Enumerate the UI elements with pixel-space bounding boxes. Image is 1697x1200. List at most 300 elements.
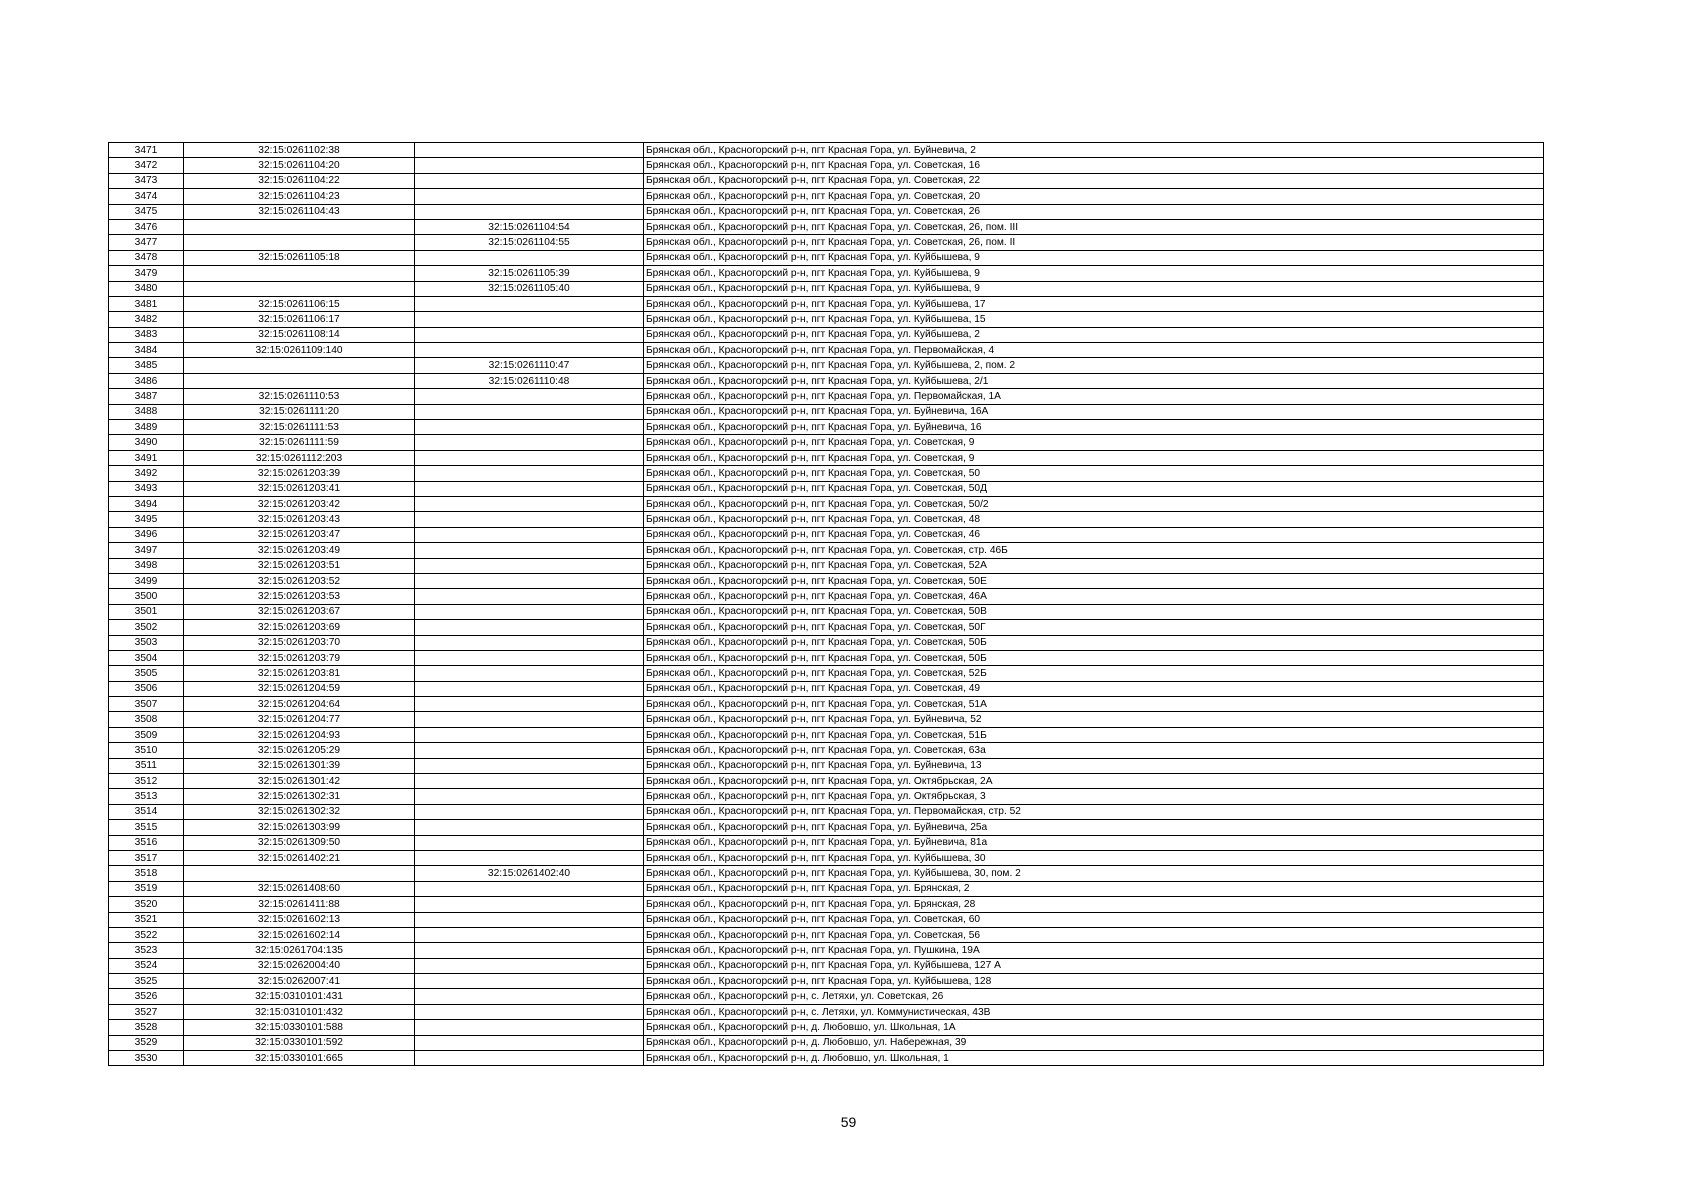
address-cell: Брянская обл., Красногорский р-н, пгт Красная Гора, ул. Советская, 50/2 <box>644 496 1544 511</box>
cadastral-number-cell: 32:15:0261111:53 <box>184 420 415 435</box>
row-number-cell: 3523 <box>109 943 184 958</box>
address-cell: Брянская обл., Красногорский р-н, пгт Красная Гора, ул. Советская, 60 <box>644 912 1544 927</box>
cadastral-number-cell: 32:15:0330101:665 <box>184 1051 415 1066</box>
table-row <box>109 604 1544 619</box>
row-number-cell: 3490 <box>109 435 184 450</box>
related-cadastral-number-cell <box>415 589 644 604</box>
cadastral-number-cell: 32:15:0261704:135 <box>184 943 415 958</box>
cadastral-number-cell <box>184 235 415 250</box>
address-cell: Брянская обл., Красногорский р-н, пгт Красная Гора, ул. Советская, 50 <box>644 466 1544 481</box>
cadastral-number-cell: 32:15:0262007:41 <box>184 974 415 989</box>
page-number: 59 <box>840 1114 857 1130</box>
address-cell: Брянская обл., Красногорский р-н, пгт Красная Гора, ул. Советская, 50Б <box>644 635 1544 650</box>
address-cell: Брянская обл., Красногорский р-н, пгт Красная Гора, ул. Куйбышева, 2 <box>644 327 1544 342</box>
row-number-cell: 3494 <box>109 496 184 511</box>
address-cell: Брянская обл., Красногорский р-н, пгт Красная Гора, ул. Буйневича, 2 <box>644 143 1544 158</box>
address-cell: Брянская обл., Красногорский р-н, пгт Красная Гора, ул. Советская, стр. 46Б <box>644 543 1544 558</box>
table-row <box>109 466 1544 481</box>
related-cadastral-number-cell <box>415 404 644 419</box>
cadastral-number-cell: 32:15:0261203:52 <box>184 573 415 588</box>
table-row <box>109 774 1544 789</box>
related-cadastral-number-cell: 32:15:0261105:39 <box>415 266 644 281</box>
row-number-cell: 3493 <box>109 481 184 496</box>
table-row <box>109 650 1544 665</box>
address-cell: Брянская обл., Красногорский р-н, пгт Красная Гора, ул. Советская, 50Е <box>644 573 1544 588</box>
table-row <box>109 327 1544 342</box>
table-row <box>109 204 1544 219</box>
related-cadastral-number-cell <box>415 189 644 204</box>
row-number-cell: 3500 <box>109 589 184 604</box>
table-row <box>109 543 1544 558</box>
related-cadastral-number-cell <box>415 1051 644 1066</box>
table-row <box>109 296 1544 311</box>
address-cell: Брянская обл., Красногорский р-н, пгт Красная Гора, ул. Первомайская, 1А <box>644 389 1544 404</box>
row-number-cell: 3498 <box>109 558 184 573</box>
cadastral-number-cell: 32:15:0330101:592 <box>184 1035 415 1050</box>
row-number-cell: 3520 <box>109 897 184 912</box>
table-row <box>109 897 1544 912</box>
related-cadastral-number-cell <box>415 697 644 712</box>
table-row <box>109 312 1544 327</box>
row-number-cell: 3519 <box>109 881 184 896</box>
cadastral-number-cell: 32:15:0261104:22 <box>184 173 415 188</box>
row-number-cell: 3501 <box>109 604 184 619</box>
related-cadastral-number-cell <box>415 927 644 942</box>
row-number-cell: 3506 <box>109 681 184 696</box>
row-number-cell: 3487 <box>109 389 184 404</box>
address-cell: Брянская обл., Красногорский р-н, д. Любовшо, ул. Школьная, 1 <box>644 1051 1544 1066</box>
row-number-cell: 3478 <box>109 250 184 265</box>
related-cadastral-number-cell <box>415 758 644 773</box>
table-row <box>109 697 1544 712</box>
cadastral-number-cell: 32:15:0261203:43 <box>184 512 415 527</box>
cadastral-number-cell: 32:15:0261204:93 <box>184 727 415 742</box>
address-cell: Брянская обл., Красногорский р-н, пгт Красная Гора, ул. Советская, 20 <box>644 189 1544 204</box>
related-cadastral-number-cell: 32:15:0261104:55 <box>415 235 644 250</box>
address-cell: Брянская обл., Красногорский р-н, пгт Красная Гора, ул. Советская, 48 <box>644 512 1544 527</box>
address-cell: Брянская обл., Красногорский р-н, пгт Красная Гора, ул. Советская, 16 <box>644 158 1544 173</box>
row-number-cell: 3499 <box>109 573 184 588</box>
cadastral-number-cell: 32:15:0261411:88 <box>184 897 415 912</box>
related-cadastral-number-cell <box>415 789 644 804</box>
table-row <box>109 158 1544 173</box>
table-row <box>109 881 1544 896</box>
table-row <box>109 189 1544 204</box>
row-number-cell: 3525 <box>109 974 184 989</box>
address-cell: Брянская обл., Красногорский р-н, пгт Красная Гора, ул. Брянская, 28 <box>644 897 1544 912</box>
row-number-cell: 3503 <box>109 635 184 650</box>
related-cadastral-number-cell <box>415 558 644 573</box>
row-number-cell: 3513 <box>109 789 184 804</box>
address-cell: Брянская обл., Красногорский р-н, пгт Красная Гора, ул. Куйбышева, 9 <box>644 266 1544 281</box>
related-cadastral-number-cell <box>415 527 644 542</box>
related-cadastral-number-cell <box>415 435 644 450</box>
cadastral-number-cell: 32:15:0261204:64 <box>184 697 415 712</box>
cadastral-number-cell: 32:15:0262004:40 <box>184 958 415 973</box>
table-row <box>109 620 1544 635</box>
table-row <box>109 1020 1544 1035</box>
related-cadastral-number-cell <box>415 296 644 311</box>
related-cadastral-number-cell: 32:15:0261402:40 <box>415 866 644 881</box>
row-number-cell: 3485 <box>109 358 184 373</box>
address-cell: Брянская обл., Красногорский р-н, пгт Красная Гора, ул. Советская, 46 <box>644 527 1544 542</box>
cadastral-number-cell: 32:15:0261303:99 <box>184 820 415 835</box>
cadastral-number-cell: 32:15:0261203:70 <box>184 635 415 650</box>
cadastral-number-cell: 32:15:0330101:588 <box>184 1020 415 1035</box>
address-cell: Брянская обл., Красногорский р-н, пгт Красная Гора, ул. Буйневича, 81а <box>644 835 1544 850</box>
table-row <box>109 927 1544 942</box>
row-number-cell: 3486 <box>109 373 184 388</box>
address-cell: Брянская обл., Красногорский р-н, пгт Красная Гора, ул. Первомайская, стр. 52 <box>644 804 1544 819</box>
table-row <box>109 989 1544 1004</box>
related-cadastral-number-cell <box>415 666 644 681</box>
related-cadastral-number-cell <box>415 943 644 958</box>
row-number-cell: 3483 <box>109 327 184 342</box>
table-row <box>109 1004 1544 1019</box>
address-cell: Брянская обл., Красногорский р-н, пгт Красная Гора, ул. Куйбышева, 2, пом. 2 <box>644 358 1544 373</box>
address-cell: Брянская обл., Красногорский р-н, с. Летяхи, ул. Коммунистическая, 43В <box>644 1004 1544 1019</box>
row-number-cell: 3480 <box>109 281 184 296</box>
related-cadastral-number-cell: 32:15:0261105:40 <box>415 281 644 296</box>
address-cell: Брянская обл., Красногорский р-н, пгт Красная Гора, ул. Куйбышева, 15 <box>644 312 1544 327</box>
cadastral-number-cell: 32:15:0261102:38 <box>184 143 415 158</box>
related-cadastral-number-cell <box>415 512 644 527</box>
related-cadastral-number-cell <box>415 1035 644 1050</box>
address-cell: Брянская обл., Красногорский р-н, пгт Красная Гора, ул. Советская, 9 <box>644 435 1544 450</box>
related-cadastral-number-cell <box>415 850 644 865</box>
related-cadastral-number-cell <box>415 466 644 481</box>
row-number-cell: 3530 <box>109 1051 184 1066</box>
related-cadastral-number-cell <box>415 1004 644 1019</box>
cadastral-number-cell: 32:15:0261309:50 <box>184 835 415 850</box>
row-number-cell: 3508 <box>109 712 184 727</box>
related-cadastral-number-cell <box>415 173 644 188</box>
address-cell: Брянская обл., Красногорский р-н, пгт Красная Гора, ул. Советская, 56 <box>644 927 1544 942</box>
row-number-cell: 3474 <box>109 189 184 204</box>
row-number-cell: 3511 <box>109 758 184 773</box>
table-row <box>109 681 1544 696</box>
related-cadastral-number-cell <box>415 312 644 327</box>
related-cadastral-number-cell <box>415 897 644 912</box>
related-cadastral-number-cell: 32:15:0261110:47 <box>415 358 644 373</box>
related-cadastral-number-cell <box>415 420 644 435</box>
related-cadastral-number-cell <box>415 974 644 989</box>
address-cell: Брянская обл., Красногорский р-н, пгт Красная Гора, ул. Куйбышева, 9 <box>644 281 1544 296</box>
cadastral-number-cell <box>184 219 415 234</box>
table-row <box>109 850 1544 865</box>
related-cadastral-number-cell <box>415 650 644 665</box>
row-number-cell: 3488 <box>109 404 184 419</box>
cadastral-number-cell: 32:15:0261104:23 <box>184 189 415 204</box>
related-cadastral-number-cell <box>415 681 644 696</box>
cadastral-number-cell: 32:15:0261112:203 <box>184 450 415 465</box>
cadastral-number-cell: 32:15:0261402:21 <box>184 850 415 865</box>
cadastral-number-cell: 32:15:0261203:51 <box>184 558 415 573</box>
cadastral-number-cell: 32:15:0261104:43 <box>184 204 415 219</box>
address-cell: Брянская обл., Красногорский р-н, пгт Красная Гора, ул. Советская, 51А <box>644 697 1544 712</box>
cadastral-number-cell: 32:15:0261108:14 <box>184 327 415 342</box>
table-row <box>109 481 1544 496</box>
row-number-cell: 3522 <box>109 927 184 942</box>
row-number-cell: 3491 <box>109 450 184 465</box>
row-number-cell: 3517 <box>109 850 184 865</box>
row-number-cell: 3496 <box>109 527 184 542</box>
address-cell: Брянская обл., Красногорский р-н, пгт Красная Гора, ул. Советская, 51Б <box>644 727 1544 742</box>
cadastral-number-cell: 32:15:0261203:47 <box>184 527 415 542</box>
related-cadastral-number-cell <box>415 727 644 742</box>
address-cell: Брянская обл., Красногорский р-н, пгт Красная Гора, ул. Советская, 50Г <box>644 620 1544 635</box>
cadastral-number-cell: 32:15:0261105:18 <box>184 250 415 265</box>
address-cell: Брянская обл., Красногорский р-н, пгт Красная Гора, ул. Советская, 50Б <box>644 650 1544 665</box>
related-cadastral-number-cell <box>415 774 644 789</box>
cadastral-number-cell: 32:15:0261203:79 <box>184 650 415 665</box>
address-cell: Брянская обл., Красногорский р-н, пгт Красная Гора, ул. Буйневича, 52 <box>644 712 1544 727</box>
row-number-cell: 3473 <box>109 173 184 188</box>
row-number-cell: 3509 <box>109 727 184 742</box>
cadastral-number-cell: 32:15:0261110:53 <box>184 389 415 404</box>
cadastral-number-cell <box>184 373 415 388</box>
related-cadastral-number-cell <box>415 804 644 819</box>
address-cell: Брянская обл., Красногорский р-н, пгт Красная Гора, ул. Первомайская, 4 <box>644 343 1544 358</box>
row-number-cell: 3516 <box>109 835 184 850</box>
cadastral-number-cell: 32:15:0261203:53 <box>184 589 415 604</box>
address-cell: Брянская обл., Красногорский р-н, пгт Красная Гора, ул. Куйбышева, 9 <box>644 250 1544 265</box>
related-cadastral-number-cell <box>415 573 644 588</box>
related-cadastral-number-cell <box>415 620 644 635</box>
related-cadastral-number-cell <box>415 1020 644 1035</box>
row-number-cell: 3528 <box>109 1020 184 1035</box>
row-number-cell: 3476 <box>109 219 184 234</box>
table-row <box>109 943 1544 958</box>
table-row <box>109 804 1544 819</box>
row-number-cell: 3502 <box>109 620 184 635</box>
address-cell: Брянская обл., Красногорский р-н, пгт Красная Гора, ул. Буйневича, 16А <box>644 404 1544 419</box>
address-cell: Брянская обл., Красногорский р-н, пгт Красная Гора, ул. Советская, 26, пом. II <box>644 235 1544 250</box>
table-row <box>109 143 1544 158</box>
row-number-cell: 3477 <box>109 235 184 250</box>
table-row <box>109 173 1544 188</box>
row-number-cell: 3521 <box>109 912 184 927</box>
related-cadastral-number-cell <box>415 543 644 558</box>
address-cell: Брянская обл., Красногорский р-н, пгт Красная Гора, ул. Советская, 50В <box>644 604 1544 619</box>
table-row <box>109 281 1544 296</box>
address-cell: Брянская обл., Красногорский р-н, пгт Красная Гора, ул. Куйбышева, 30 <box>644 850 1544 865</box>
table-row <box>109 420 1544 435</box>
related-cadastral-number-cell <box>415 912 644 927</box>
address-cell: Брянская обл., Красногорский р-н, с. Летяхи, ул. Советская, 26 <box>644 989 1544 1004</box>
related-cadastral-number-cell <box>415 835 644 850</box>
address-cell: Брянская обл., Красногорский р-н, пгт Красная Гора, ул. Куйбышева, 127 А <box>644 958 1544 973</box>
table-row <box>109 573 1544 588</box>
row-number-cell: 3529 <box>109 1035 184 1050</box>
table-row <box>109 912 1544 927</box>
cadastral-number-cell <box>184 266 415 281</box>
related-cadastral-number-cell <box>415 143 644 158</box>
cadastral-number-cell: 32:15:0261204:59 <box>184 681 415 696</box>
cadastral-number-cell: 32:15:0261106:17 <box>184 312 415 327</box>
table-row <box>109 820 1544 835</box>
table-row <box>109 373 1544 388</box>
address-cell: Брянская обл., Красногорский р-н, д. Любовшо, ул. Набережная, 39 <box>644 1035 1544 1050</box>
row-number-cell: 3475 <box>109 204 184 219</box>
table-row <box>109 635 1544 650</box>
address-cell: Брянская обл., Красногорский р-н, пгт Красная Гора, ул. Куйбышева, 17 <box>644 296 1544 311</box>
table-row <box>109 527 1544 542</box>
address-cell: Брянская обл., Красногорский р-н, пгт Красная Гора, ул. Советская, 9 <box>644 450 1544 465</box>
table-row <box>109 404 1544 419</box>
cadastral-number-cell: 32:15:0261205:29 <box>184 743 415 758</box>
related-cadastral-number-cell <box>415 604 644 619</box>
table-row <box>109 712 1544 727</box>
address-cell: Брянская обл., Красногорский р-н, пгт Красная Гора, ул. Куйбышева, 30, пом. 2 <box>644 866 1544 881</box>
cadastral-number-cell: 32:15:0261203:81 <box>184 666 415 681</box>
row-number-cell: 3481 <box>109 296 184 311</box>
table-row <box>109 758 1544 773</box>
related-cadastral-number-cell <box>415 327 644 342</box>
row-number-cell: 3505 <box>109 666 184 681</box>
cadastral-number-cell: 32:15:0261204:77 <box>184 712 415 727</box>
row-number-cell: 3495 <box>109 512 184 527</box>
cadastral-number-cell: 32:15:0261203:49 <box>184 543 415 558</box>
related-cadastral-number-cell <box>415 389 644 404</box>
address-cell: Брянская обл., Красногорский р-н, пгт Красная Гора, ул. Советская, 52Б <box>644 666 1544 681</box>
table-row <box>109 266 1544 281</box>
row-number-cell: 3497 <box>109 543 184 558</box>
related-cadastral-number-cell <box>415 496 644 511</box>
related-cadastral-number-cell <box>415 204 644 219</box>
table-row <box>109 666 1544 681</box>
cadastral-number-cell: 32:15:0261111:59 <box>184 435 415 450</box>
row-number-cell: 3504 <box>109 650 184 665</box>
table-row <box>109 343 1544 358</box>
address-cell: Брянская обл., Красногорский р-н, пгт Красная Гора, ул. Октябрьская, 2А <box>644 774 1544 789</box>
cadastral-number-cell: 32:15:0261109:140 <box>184 343 415 358</box>
table-row <box>109 558 1544 573</box>
related-cadastral-number-cell <box>415 635 644 650</box>
row-number-cell: 3526 <box>109 989 184 1004</box>
table-row <box>109 235 1544 250</box>
row-number-cell: 3510 <box>109 743 184 758</box>
registry-table <box>108 142 1544 1066</box>
table-row <box>109 958 1544 973</box>
cadastral-number-cell: 32:15:0261301:42 <box>184 774 415 789</box>
address-cell: Брянская обл., Красногорский р-н, пгт Красная Гора, ул. Пушкина, 19А <box>644 943 1544 958</box>
cadastral-number-cell <box>184 358 415 373</box>
row-number-cell: 3489 <box>109 420 184 435</box>
row-number-cell: 3484 <box>109 343 184 358</box>
related-cadastral-number-cell <box>415 250 644 265</box>
cadastral-number-cell: 32:15:0261203:69 <box>184 620 415 635</box>
row-number-cell: 3527 <box>109 1004 184 1019</box>
table-row <box>109 512 1544 527</box>
related-cadastral-number-cell <box>415 820 644 835</box>
table-row <box>109 974 1544 989</box>
cadastral-number-cell: 32:15:0261106:15 <box>184 296 415 311</box>
address-cell: Брянская обл., Красногорский р-н, пгт Красная Гора, ул. Советская, 26, пом. III <box>644 219 1544 234</box>
address-cell: Брянская обл., Красногорский р-н, пгт Красная Гора, ул. Советская, 49 <box>644 681 1544 696</box>
cadastral-number-cell <box>184 866 415 881</box>
row-number-cell: 3492 <box>109 466 184 481</box>
address-cell: Брянская обл., Красногорский р-н, пгт Красная Гора, ул. Куйбышева, 2/1 <box>644 373 1544 388</box>
cadastral-number-cell: 32:15:0261104:20 <box>184 158 415 173</box>
table-row <box>109 219 1544 234</box>
table-row <box>109 496 1544 511</box>
cadastral-number-cell: 32:15:0261203:41 <box>184 481 415 496</box>
related-cadastral-number-cell <box>415 450 644 465</box>
cadastral-number-cell: 32:15:0261111:20 <box>184 404 415 419</box>
address-cell: Брянская обл., Красногорский р-н, пгт Красная Гора, ул. Советская, 50Д <box>644 481 1544 496</box>
table-row <box>109 358 1544 373</box>
table-row <box>109 727 1544 742</box>
related-cadastral-number-cell <box>415 881 644 896</box>
table-row <box>109 389 1544 404</box>
related-cadastral-number-cell <box>415 481 644 496</box>
address-cell: Брянская обл., Красногорский р-н, пгт Красная Гора, ул. Советская, 22 <box>644 173 1544 188</box>
cadastral-number-cell: 32:15:0261203:67 <box>184 604 415 619</box>
table-row <box>109 743 1544 758</box>
cadastral-number-cell: 32:15:0310101:432 <box>184 1004 415 1019</box>
row-number-cell: 3482 <box>109 312 184 327</box>
address-cell: Брянская обл., Красногорский р-н, пгт Красная Гора, ул. Советская, 26 <box>644 204 1544 219</box>
cadastral-number-cell: 32:15:0261203:42 <box>184 496 415 511</box>
related-cadastral-number-cell <box>415 712 644 727</box>
related-cadastral-number-cell <box>415 743 644 758</box>
address-cell: Брянская обл., Красногорский р-н, д. Любовшо, ул. Школьная, 1А <box>644 1020 1544 1035</box>
cadastral-number-cell: 32:15:0261302:31 <box>184 789 415 804</box>
row-number-cell: 3514 <box>109 804 184 819</box>
related-cadastral-number-cell <box>415 158 644 173</box>
row-number-cell: 3512 <box>109 774 184 789</box>
table-row <box>109 589 1544 604</box>
cadastral-number-cell: 32:15:0261203:39 <box>184 466 415 481</box>
related-cadastral-number-cell <box>415 989 644 1004</box>
table-row <box>109 835 1544 850</box>
row-number-cell: 3472 <box>109 158 184 173</box>
table-row <box>109 435 1544 450</box>
address-cell: Брянская обл., Красногорский р-н, пгт Красная Гора, ул. Октябрьская, 3 <box>644 789 1544 804</box>
address-cell: Брянская обл., Красногорский р-н, пгт Красная Гора, ул. Советская, 46А <box>644 589 1544 604</box>
table-row <box>109 789 1544 804</box>
cadastral-number-cell: 32:15:0261602:14 <box>184 927 415 942</box>
table-body <box>109 143 1544 1066</box>
address-cell: Брянская обл., Красногорский р-н, пгт Красная Гора, ул. Советская, 52А <box>644 558 1544 573</box>
address-cell: Брянская обл., Красногорский р-н, пгт Красная Гора, ул. Буйневича, 16 <box>644 420 1544 435</box>
row-number-cell: 3471 <box>109 143 184 158</box>
address-cell: Брянская обл., Красногорский р-н, пгт Красная Гора, ул. Советская, 63а <box>644 743 1544 758</box>
row-number-cell: 3518 <box>109 866 184 881</box>
row-number-cell: 3507 <box>109 697 184 712</box>
cadastral-number-cell: 32:15:0261408:60 <box>184 881 415 896</box>
cadastral-number-cell: 32:15:0261302:32 <box>184 804 415 819</box>
cadastral-number-cell: 32:15:0310101:431 <box>184 989 415 1004</box>
address-cell: Брянская обл., Красногорский р-н, пгт Красная Гора, ул. Куйбышева, 128 <box>644 974 1544 989</box>
cadastral-number-cell <box>184 281 415 296</box>
address-cell: Брянская обл., Красногорский р-н, пгт Красная Гора, ул. Брянская, 2 <box>644 881 1544 896</box>
table-row <box>109 1035 1544 1050</box>
related-cadastral-number-cell: 32:15:0261110:48 <box>415 373 644 388</box>
related-cadastral-number-cell <box>415 343 644 358</box>
row-number-cell: 3479 <box>109 266 184 281</box>
row-number-cell: 3524 <box>109 958 184 973</box>
table-row <box>109 866 1544 881</box>
related-cadastral-number-cell: 32:15:0261104:54 <box>415 219 644 234</box>
related-cadastral-number-cell <box>415 958 644 973</box>
cadastral-number-cell: 32:15:0261602:13 <box>184 912 415 927</box>
address-cell: Брянская обл., Красногорский р-н, пгт Красная Гора, ул. Буйневича, 25а <box>644 820 1544 835</box>
row-number-cell: 3515 <box>109 820 184 835</box>
cadastral-number-cell: 32:15:0261301:39 <box>184 758 415 773</box>
address-cell: Брянская обл., Красногорский р-н, пгт Красная Гора, ул. Буйневича, 13 <box>644 758 1544 773</box>
